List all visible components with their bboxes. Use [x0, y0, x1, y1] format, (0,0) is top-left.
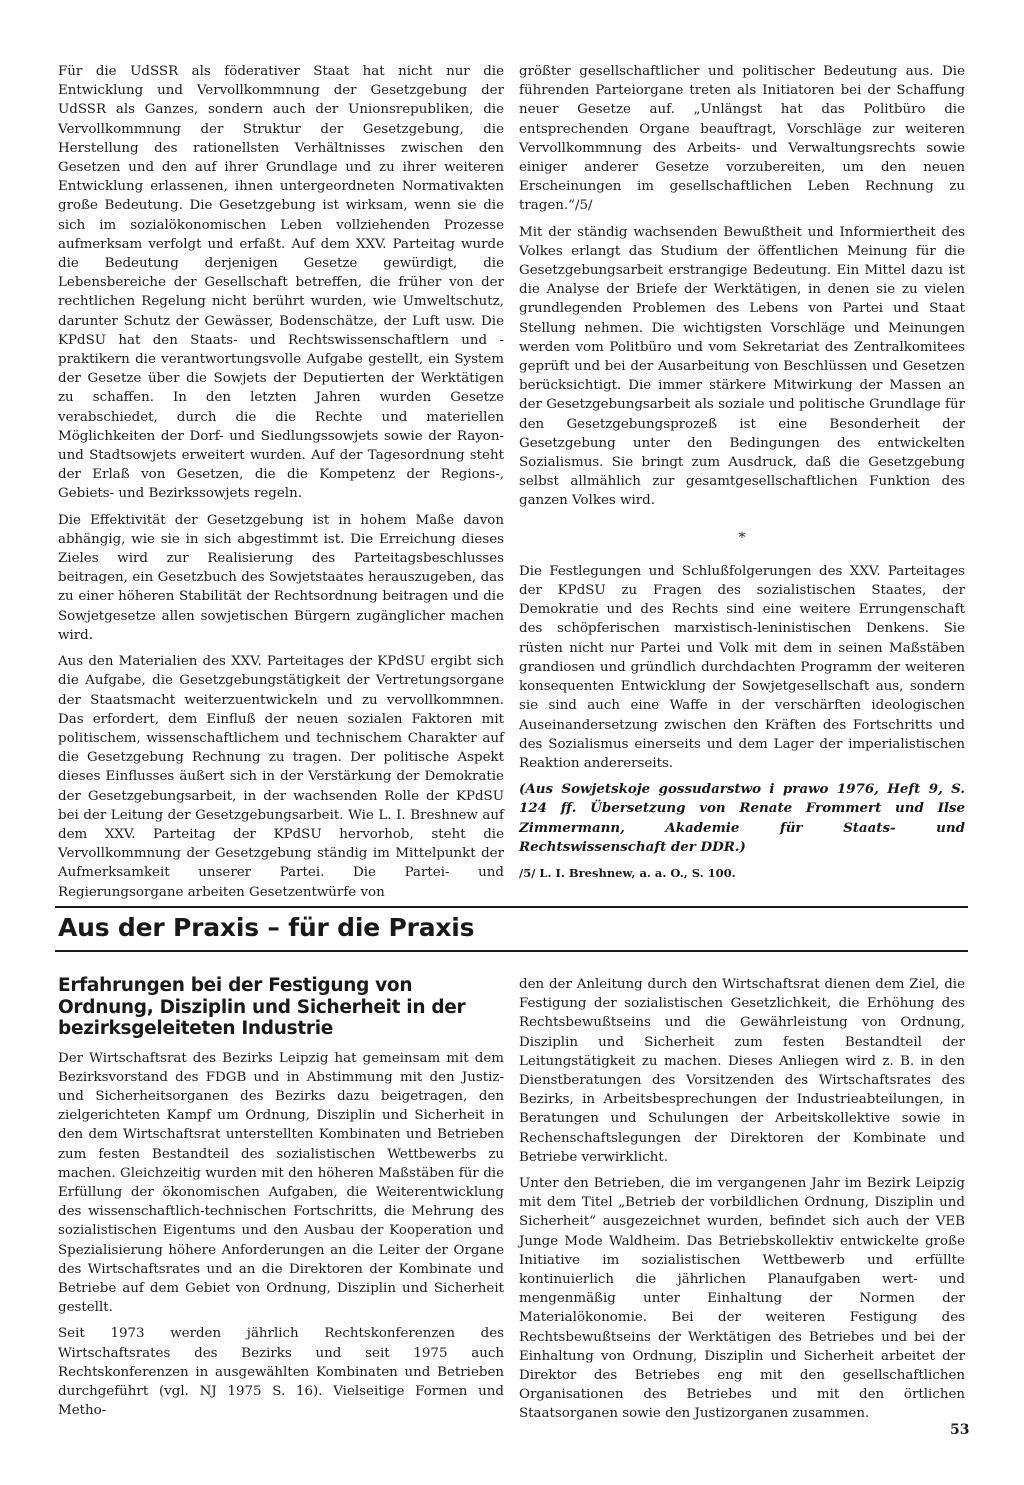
article-right-column: [519, 975, 965, 1431]
body-paragraph: Unter den Betrieben, die im vergangenen Jahr im Bezirk Leipzig mit dem Titel „Betrieb der vorbildlichen Ordnung, Disziplin und Sicherheit“ ausgezeichnet wurden, befindet sich auch der VEB Junge Mode Waldheim. Das Betriebskollektiv entwickelte große Initiative im sozialistischen Wettbewerb und erfüllte kontinuierlich die jährlichen Planaufgaben wert- und mengenmäßig unter Einhaltung der Normen der Materialökonomie. Bei der weiteren Festigung des Rechtsbewußtseins der Werktätigen des Betriebes und bei der Einhaltung von Ordnung, Disziplin und Sicherheit arbeitet der Direktor des Betriebes eng mit den gesellschaftlichen Organisationen des Betriebes und mit den örtlichen Staatsorganen sowie den Justizorganen zusammen.: [519, 1176, 965, 1422]
body-paragraph: größter gesellschaftlicher und politischer Bedeutung aus. Die führenden Parteiorgane treten als Initiatoren bei der Schaffung neuer Gesetze auf. „Unlängst hat das Politbüro die entsprechenden Organe beauftragt, Vorschläge zur weiteren Vervollkommnung des Arbeits- und Verwaltungsrechts sowie einiger anderer Gesetze vorzubereiten, um den neuen Erscheinungen im gesellschaftlichen Leben Rechnung zu tragen.“/5/: [519, 64, 965, 214]
article-left-column: [58, 975, 504, 1427]
section-rule-bottom: [55, 950, 968, 952]
body-paragraph: Mit der ständig wachsenden Bewußtheit und Informiertheit des Volkes erlangt das Studium der öffentlichen Meinung für die Gesetzgebungsarbeit erstrangige Bedeutung. Ein Mittel dazu ist die Analyse der Briefe der Werktätigen, in denen sie zu vielen grundlegenden Problemen des Lebens von Partei und Staat Stellung nehmen. Die wichtigsten Vorschläge und Meinungen werden vom Politbüro und vom Sekretariat des Zentralkomitees geprüft und bei der Ausarbeitung von Beschlüssen und Gesetzen berücksichtigt. Die immer stärkere Mitwirkung der Massen an der Gesetzgebungsarbeit als soziale und politische Grundlage für den Gesetzgebungsprozeß ist eine Besonderheit der Gesetzgebung unter den Bedingungen des entwickelten Sozialismus. Sie bringt zum Ausdruck, daß die Gesetzgebung selbst allmählich zur gesamtgesellschaftlichen Funktion des ganzen Volkes wird.: [519, 224, 965, 509]
top-left-column: [58, 62, 504, 909]
page-number: 53: [950, 1422, 970, 1438]
body-paragraph: Der Wirtschaftsrat des Bezirks Leipzig hat gemeinsam mit dem Bezirksvorstand des FDGB und in Abstimmung mit den Justiz- und Sicherheitsorganen des Bezirks dazu beigetragen, den zielgerichteten Kampf um Ordnung, Disziplin und Sicherheit in den dem Wirtschaftsrat unterstellten Kombinaten und Betrieben zum festen Bestandteil des sozialistischen Wettbewerbs zu machen. Gleichzeitig wurden mit den höheren Maßstäben für die Erfüllung der ökonomischen Aufgaben, die Weiterentwicklung des wissenschaftlich-technischen Fortschritts, die Mehrung des sozialistischen Eigentums und den Ausbau der Kooperation und Spezialisierung höhere Anforderungen an die Leiter der Organe des Wirtschaftsrates und an die Direktoren der Kombinate und Betriebe auf dem Gebiet von Ordnung, Disziplin und Sicherheit gestellt.: [58, 1050, 504, 1316]
body-paragraph: Aus den Materialien des XXV. Parteitages der KPdSU ergibt sich die Aufgabe, die Gesetzgebungstätigkeit der Vertretungsorgane der Staatsmacht weiterzuentwickeln und zu vervollkommnen. Das erfordert, dem Einfluß der neuen sozialen Faktoren mit politischem, wissenschaftlichem und technischem Charakter auf die Gesetzgebung Rechnung zu tragen. Der politische Aspekt dieses Einflusses äußert sich in der Verstärkung der Demokratie der Gesetzgebungsarbeit, in der wachsenden Rolle der KPdSU bei der Leitung der Gesetzgebungsarbeit. Wie L. I. Breshnew auf dem XXV. Parteitag der KPdSU hervorhob, steht die Vervollkommnung der Gesetzgebung ständig im Mittelpunkt der Aufmerksamkeit unserer Partei. Die Partei- und Regierungsorgane arbeiten Gesetzentwürfe von: [58, 654, 504, 900]
body-paragraph: Seit 1973 werden jährlich Rechtskonferenzen des Wirtschaftsrates des Bezirks und seit 1975 auch Rechtskonferenzen in ausgewählten Kombinaten und Betrieben durchgeführt (vgl. NJ 1975 S. 16). Vielseitige Formen und Metho-: [58, 1326, 504, 1419]
footnote: /5/ L. I. Breshnew, a. a. O., S. 100.: [519, 865, 736, 880]
top-right-column: [519, 62, 965, 890]
body-paragraph: Die Effektivität der Gesetzgebung ist in hohem Maße davon abhängig, wie sie in sich abgestimmt ist. Die Erreichung dieses Zieles wird zur Realisierung des Parteitagsbeschlusses beitragen, ein Gesetzbuch des Sowjetstaates herauszugeben, das zu einer höheren Stabilität der Rechtsordnung beitragen und die Sowjetgesetze allen sowjetischen Bürgern zugänglicher machen wird.: [58, 512, 504, 643]
article-title: Erfahrungen bei der Festigung von Ordnung, Disziplin und Sicherheit in der bezirksgeleiteten Industrie: [58, 975, 466, 1039]
body-paragraph: Die Festlegungen und Schlußfolgerungen des XXV. Parteitages der KPdSU zu Fragen des sozialistischen Staates, der Demokratie und des Rechts sind eine weitere Errungenschaft des schöpferischen marxistisch-leninistischen Denkens. Sie rüsten nicht nur Partei und Volk mit dem in seinen Maßstäben grandiosen und gründlich durchdachten Programm der weiteren konsequenten Entwicklung der Sowjetgesellschaft aus, sondern sie sind auch eine Waffe in der verschärften ideologischen Auseinandersetzung zwischen den Kräften des Fortschritts und des Sozialismus einerseits und dem Lager der imperialistischen Reaktion andererseits.: [519, 563, 965, 771]
section-separator: *: [738, 529, 746, 546]
body-paragraph: Für die UdSSR als föderativer Staat hat nicht nur die Entwicklung und Vervollkommnung der Gesetzgebung der UdSSR als Ganzes, sondern auch der Unionsrepubliken, die Vervollkommnung der Struktur der Gesetzgebung, die Herstellung des rationellsten Verhältnisses zwischen den Gesetzen und den auf ihrer Grundlage und zu ihrer weiteren Entwicklung erlassenen, ihnen untergeordneten Normativakten große Bedeutung. Die Gesetzgebung ist wirksam, wenn sie die sich im sozialökonomischen Leben vollziehenden Prozesse aufmerksam verfolgt und erfaßt. Auf dem XXV. Parteitag wurde die Bedeutung derjenigen Gesetze gewürdigt, die Lebensbereiche der Gesellschaft betreffen, die früher von der rechtlichen Regelung nicht berührt wurden, wie Umweltschutz, darunter Schutz der Gewässer, Bodenschätze, der Luft usw. Die KPdSU hat den Staats- und Rechtswissenschaftlern und -praktikern die verantwortungsvolle Aufgabe gestellt, ein System der Gesetze über die Sowjets der Deputierten der Werktätigen zu schaffen. In den letzten Jahren wurden Gesetze verabschiedet, durch die die Rechte und materiellen Möglichkeiten der Dorf- und Siedlungssowjets sowie der Rayon- und Stadtsowjets erweitert wurden. Auf der Tagesordnung steht der Erlaß von Gesetzen, die die Kompetenz der Regions-, Gebiets- und Bezirkssowjets regeln.: [58, 64, 504, 502]
section-rule-top: [55, 906, 968, 908]
body-paragraph: den der Anleitung durch den Wirtschaftsrat dienen dem Ziel, die Festigung der sozialistischen Gesetzlichkeit, die Erhöhung des Rechtsbewußtseins und die Gewährleistung von Ordnung, Disziplin und Sicherheit zum festen Bestandteil der Leitungstätigkeit zu machen. Dieses Anliegen wird z. B. in den Dienstberatungen des Vorsitzenden des Wirtschaftsrates des Bezirks, in Arbeitsbesprechungen der Industrieabteilungen, in Beratungen und Schulungen der Arbeitskollektive sowie in Rechenschaftslegungen der Direktoren der Kombinate und Betriebe verwirklicht.: [519, 977, 965, 1165]
source-citation: (Aus Sowjetskoje gossudarstwo i prawo 1976, Heft 9, S. 124 ff. Übersetzung von Renate Frommert und Ilse Zimmermann, Akademie für Staats- und Rechtswissenschaft der DDR.): [519, 781, 965, 855]
section-title: Aus der Praxis – für die Praxis: [58, 913, 475, 942]
